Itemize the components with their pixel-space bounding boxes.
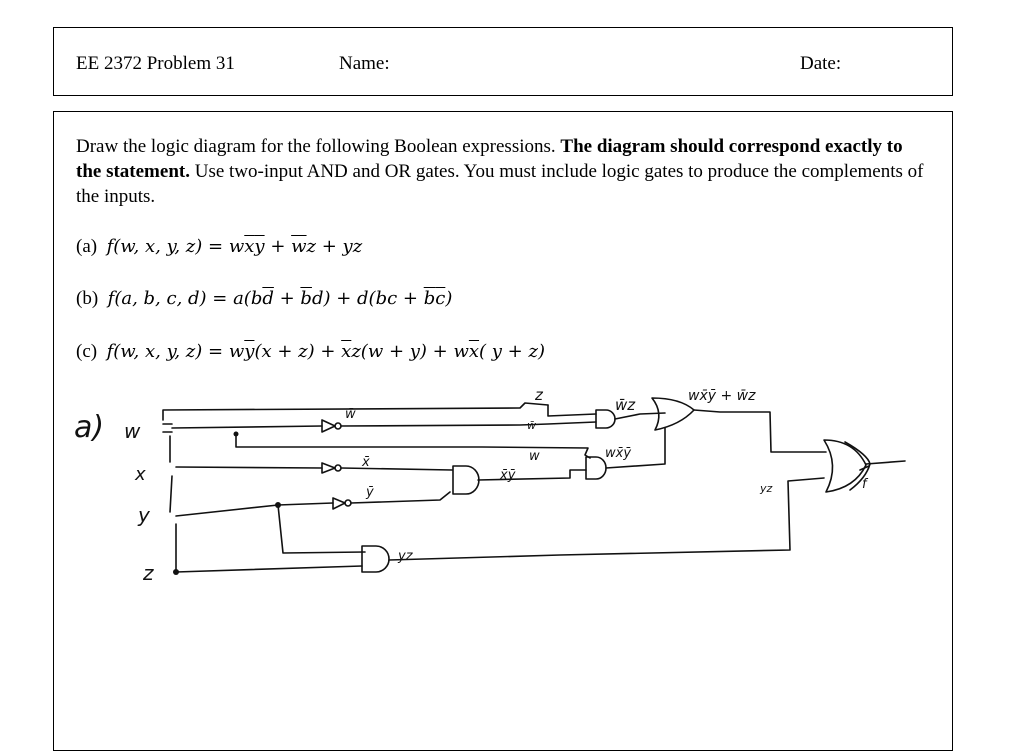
w-bar-small-label: w̄ (527, 419, 536, 432)
w-label: w (529, 449, 540, 464)
expression-label: (b) (76, 288, 99, 309)
course-title: EE 2372 Problem 31 (76, 53, 235, 74)
expression-rhs: $w\overline{x}\overline{y} + \overline{w}z$ + yz (228, 236, 363, 257)
z-label: z (535, 386, 543, 404)
wire (176, 467, 322, 468)
expression-lhs: f(w, x, y, z) = (106, 341, 229, 362)
yz-label-2: yz (760, 482, 773, 495)
expression-lhs: f(w, x, y, z) = (106, 236, 229, 257)
or-sum-label: wx̄ȳ + w̄z (688, 388, 756, 404)
not-bubble (335, 465, 341, 471)
intro-text-2: Use two-input AND and OR gates. You must include logic gates to produce the complements of the inputs. (76, 161, 924, 207)
expression-label: (a) (76, 236, 98, 257)
wire (548, 405, 596, 416)
output-label: f (862, 477, 867, 492)
name-label: Name: (339, 53, 390, 74)
and-yz-label: yz (398, 549, 413, 564)
wire (478, 470, 586, 480)
wire (341, 468, 452, 470)
wire (866, 461, 905, 464)
intro-text-1: Draw the logic diagram for the following Boolean expressions. (76, 136, 556, 157)
expression-rhs: $w\overline{y}(x + z) + \overline{x}z(w + y) + w\overline{x}$( y + z) (228, 341, 545, 362)
or-gate (824, 440, 866, 492)
not-gate (322, 463, 335, 473)
not-y-label: ȳ (366, 485, 374, 500)
and-xbar-ybar-label: x̄ȳ (500, 468, 516, 483)
expression-label: (c) (76, 341, 98, 362)
not-bubble (335, 423, 341, 429)
wire (170, 436, 176, 570)
junction-dot (234, 432, 239, 437)
and-wbar-z-label: w̄z (615, 396, 636, 414)
wire (176, 566, 362, 572)
expression-rhs: $a(b\overline{d} + \overline{b}d) + d(bc + \overline{b}\overline{c})$ (233, 288, 453, 309)
wire (694, 410, 826, 452)
wire (163, 424, 172, 432)
and-gate (453, 466, 479, 494)
junction-dot (275, 502, 281, 508)
not-gate (322, 420, 335, 432)
input-label-x: x (135, 464, 146, 485)
input-label-w: w (124, 419, 141, 443)
wire (341, 422, 596, 426)
intro-text-bold: The diagram should correspond exactly to the statement. (76, 136, 903, 182)
and-gate (596, 410, 615, 428)
wire (389, 478, 824, 560)
and-w-xbar-ybar-label: wx̄ȳ (605, 446, 632, 461)
wire (172, 426, 322, 428)
not-x-label: x̄ (362, 455, 370, 470)
input-label-z: z (143, 561, 154, 585)
not-w-label: w̄ (345, 407, 356, 422)
and-gate (586, 457, 606, 479)
date-label: Date: (800, 53, 842, 74)
not-gate (333, 498, 345, 509)
and-gate (362, 546, 389, 572)
part-label: a) (74, 410, 105, 445)
input-label-y: y (138, 503, 150, 527)
expression-lhs: f(a, b, c, d) = (107, 288, 234, 309)
wire (278, 505, 365, 553)
junction-dot (173, 569, 179, 575)
not-bubble (345, 500, 351, 506)
wire (176, 503, 333, 516)
